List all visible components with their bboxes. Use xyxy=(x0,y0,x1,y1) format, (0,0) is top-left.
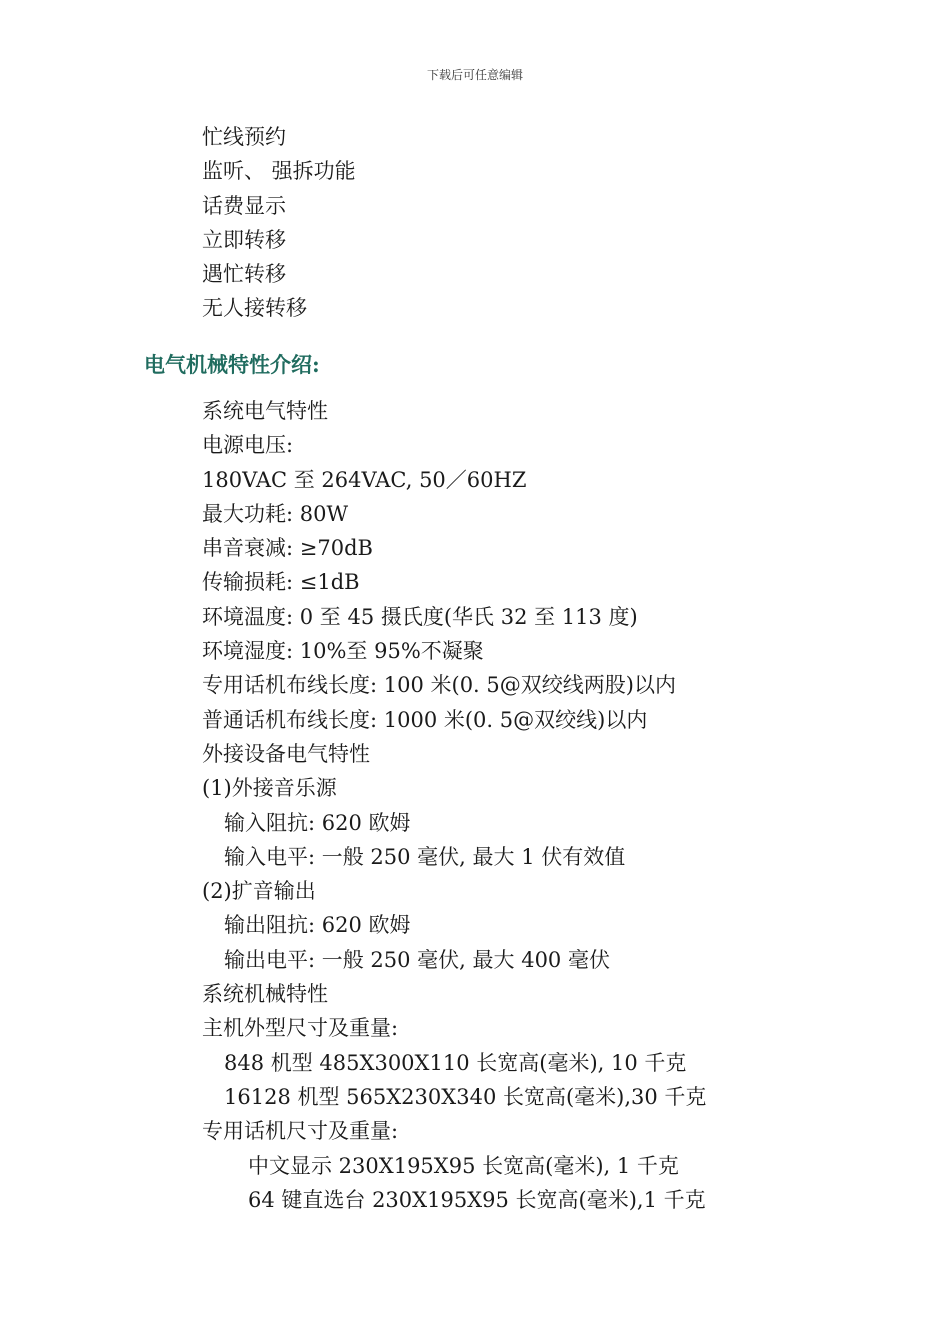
spec-line: 180VAC 至 264VAC, 50／60HZ xyxy=(202,467,527,492)
feature-item: 忙线预约 xyxy=(202,125,286,149)
spec-line: 输入电平: 一般 250 毫伏, 最大 1 伏有效值 xyxy=(224,844,626,869)
spec-line: 系统机械特性 xyxy=(202,982,328,1007)
spec-line: 输出电平: 一般 250 毫伏, 最大 400 毫伏 xyxy=(224,947,610,972)
feature-item: 监听、 强拆功能 xyxy=(202,159,356,184)
spec-line: 串音衰减: ≥70dB xyxy=(202,536,373,561)
spec-line: 外接设备电气特性 xyxy=(202,741,370,766)
spec-line: 输出阻抗: 620 欧姆 xyxy=(224,913,411,938)
spec-line: 普通话机布线长度: 1000 米(0. 5@双绞线)以内 xyxy=(202,707,648,732)
spec-line: 最大功耗: 80W xyxy=(202,501,349,526)
spec-line: (2)扩音输出 xyxy=(202,879,316,904)
spec-line: 输入阻抗: 620 欧姆 xyxy=(224,810,411,835)
spec-line: 环境湿度: 10%至 95%不凝聚 xyxy=(202,639,484,664)
spec-line: 专用话机布线长度: 100 米(0. 5@双绞线两股)以内 xyxy=(202,673,676,698)
spec-line: 电源电压: xyxy=(202,433,294,458)
feature-item: 立即转移 xyxy=(202,227,286,252)
spec-list xyxy=(202,394,706,1217)
feature-list xyxy=(202,120,356,326)
feature-item: 话费显示 xyxy=(202,193,286,218)
spec-line: 环境温度: 0 至 45 摄氏度(华氏 32 至 113 度) xyxy=(202,604,638,629)
page-header-note: 下载后可任意编辑 xyxy=(426,68,523,82)
spec-line: 16128 机型 565X230X340 长宽高(毫米),30 千克 xyxy=(224,1084,707,1109)
spec-line: 主机外型尺寸及重量: xyxy=(202,1016,399,1041)
spec-line: 中文显示 230X195X95 长宽高(毫米), 1 千克 xyxy=(248,1153,679,1178)
feature-item: 无人接转移 xyxy=(202,296,307,321)
spec-line: 传输损耗: ≤1dB xyxy=(202,570,360,595)
feature-item: 遇忙转移 xyxy=(202,262,286,287)
section-heading: 电气机械特性介绍: xyxy=(144,352,320,377)
spec-line: 64 键直选台 230X195X95 长宽高(毫米),1 千克 xyxy=(248,1187,706,1212)
spec-line: 848 机型 485X300X110 长宽高(毫米), 10 千克 xyxy=(224,1050,687,1075)
spec-line: 专用话机尺寸及重量: xyxy=(202,1119,399,1144)
spec-line: 系统电气特性 xyxy=(202,399,328,423)
spec-line: (1)外接音乐源 xyxy=(202,776,337,801)
